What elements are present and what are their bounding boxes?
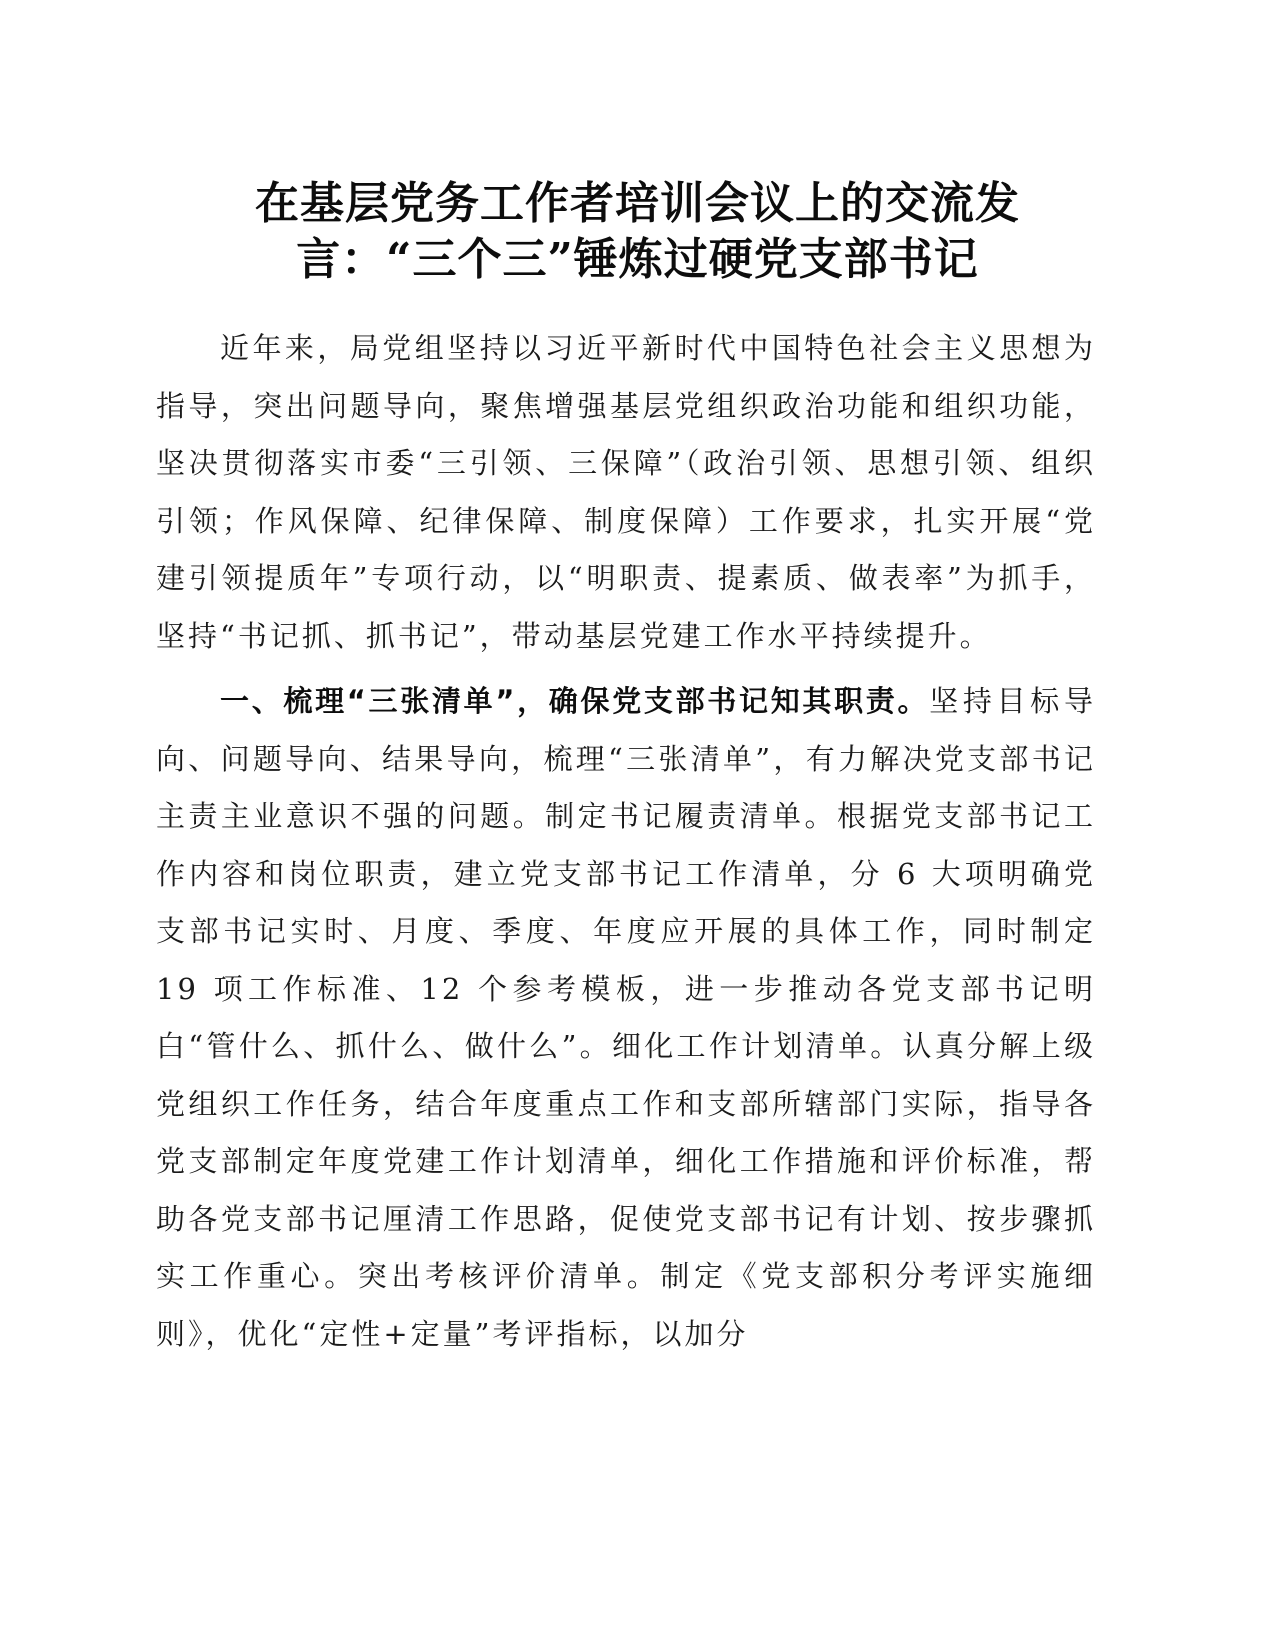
- title-line-1: 在基层党务工作者培训会议上的交流发: [255, 178, 1020, 229]
- section-1-body: 坚持目标导向、问题导向、结果导向，梳理“三张清单”，有力解决党支部书记主责主业意识不强的问题。制定书记履责清单。根据党支部书记工作内容和岗位职责，建立党支部书记工作清单，分 6 大项明确党支部书记实时、月度、季度、年度应开展的具体工作，同时制定 19 项工作标准、12 个参考模板，进一步推动各党支部书记明白“管什么、抓什么、做什么”。细化工作计划清单。认真分解上级党组织工作任务，结合年度重点工作和支部所辖部门实际，指导各党支部制定年度党建工作计划清单，细化工作措施和评价标准，帮助各党支部书记厘清工作思路，促使党支部书记有计划、按步骤抓实工作重心。突出考核评价清单。制定《党支部积分考评实施细则》，优化“定性+定量”考评指标，以加分: [156, 684, 1096, 1351]
- paragraph-spacer: [156, 665, 1096, 673]
- title-line-2: 言：“三个三”锤炼过硬党支部书记: [296, 234, 979, 285]
- document-body: [156, 320, 1096, 1363]
- document-title: [150, 176, 1125, 288]
- section-1-heading: 一、梳理“三张清单”，确保党支部书记知其职责。: [220, 684, 930, 718]
- section-1-paragraph: [156, 673, 1096, 1363]
- intro-paragraph: 近年来，局党组坚持以习近平新时代中国特色社会主义思想为指导，突出问题导向，聚焦增强基层党组织政治功能和组织功能，坚决贯彻落实市委“三引领、三保障”（政治引领、思想引领、组织引领；作风保障、纪律保障、制度保障）工作要求，扎实开展“党建引领提质年”专项行动，以“明职责、提素质、做表率”为抓手，坚持“书记抓、抓书记”，带动基层党建工作水平持续提升。: [156, 331, 1096, 653]
